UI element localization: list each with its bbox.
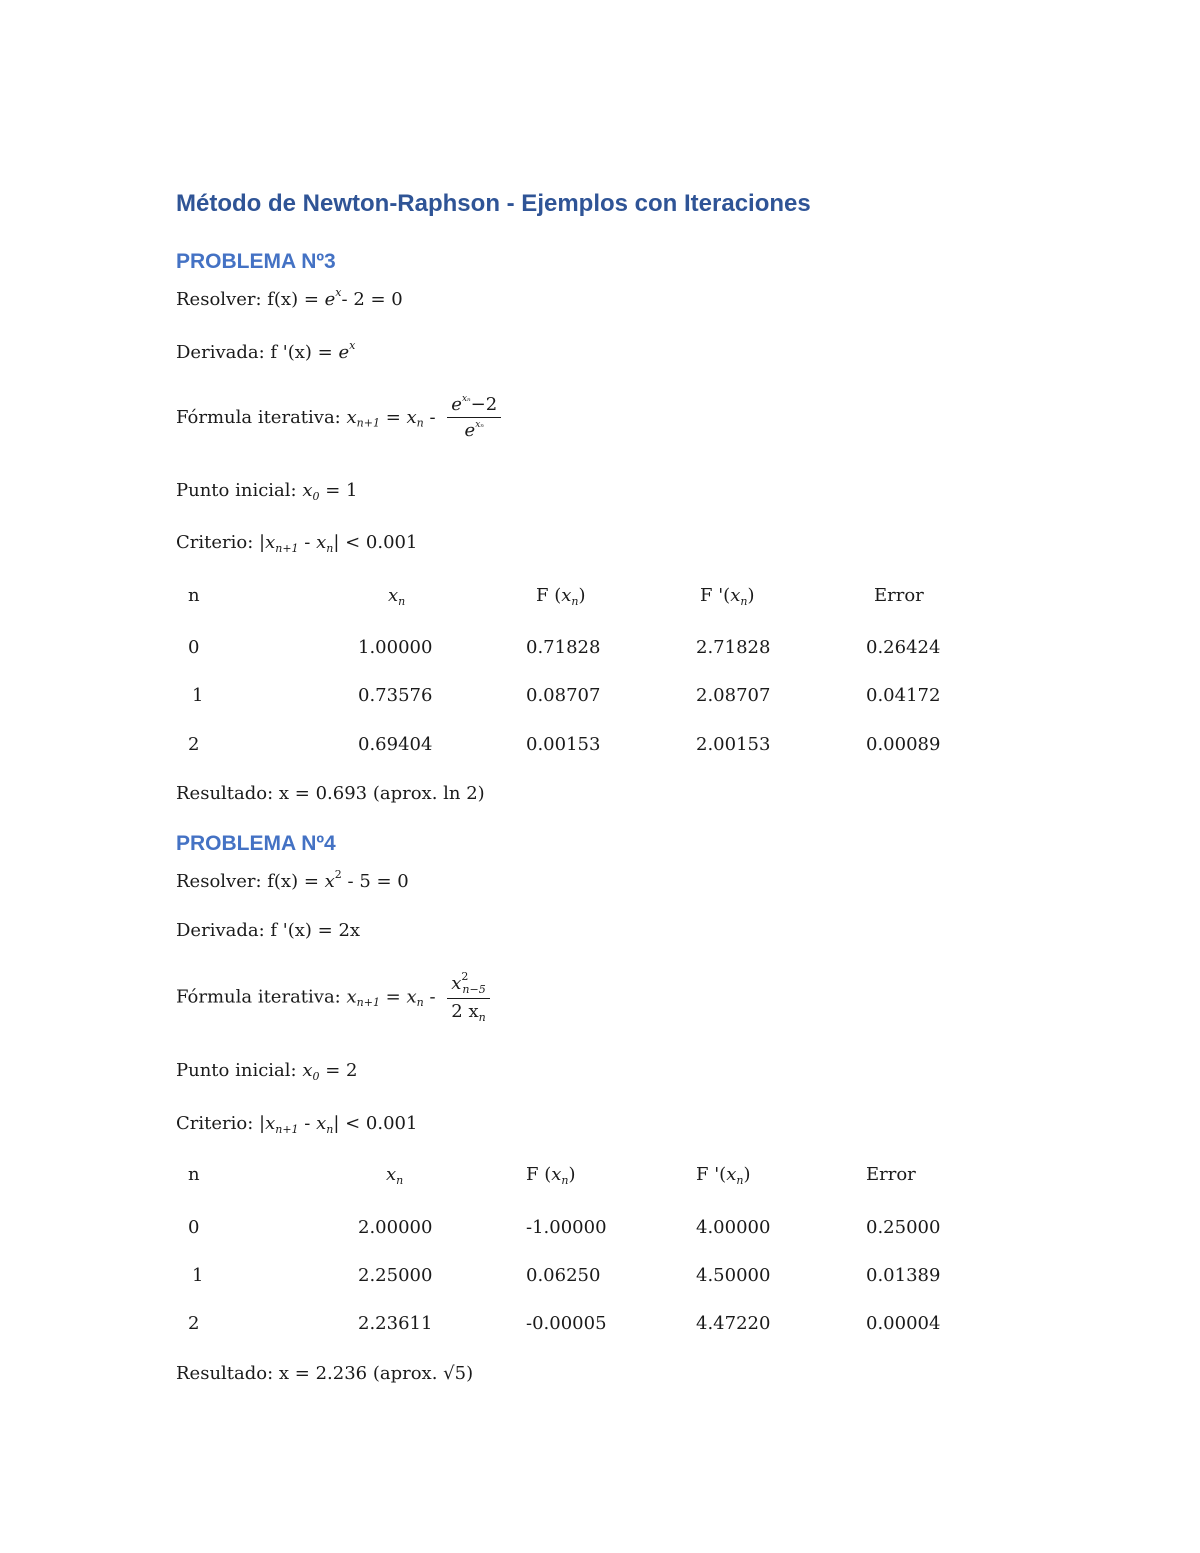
problem-3-formula: Fórmula iterativa: $x_{n+1} = x_n$ - $\frac{e^{x_n}-2}{e^{x_n}}$ [176, 394, 501, 441]
problem-4-derivada: Derivada: f '(x) = 2x [176, 920, 361, 941]
problem-3-criterio: Criterio: $|x_{n+1} - x_n| < 0.001$ [176, 532, 418, 555]
header-f: F $(x_n)$ [536, 585, 586, 608]
table-row: 0 1.00000 0.71828 2.71828 0.26424 [188, 637, 941, 658]
header-error: Error [866, 1164, 916, 1185]
table-row: 1 2.25000 0.06250 4.50000 0.01389 [192, 1265, 941, 1286]
table-row: 1 0.73576 0.08707 2.08707 0.04172 [192, 685, 941, 706]
problem-3-resultado: Resultado: x = 0.693 (aprox. ln 2) [176, 783, 485, 804]
table-row: 2 2.23611 -0.00005 4.47220 0.00004 [188, 1313, 941, 1334]
problem-4-criterio: Criterio: $|x_{n+1} - x_n| < 0.001$ [176, 1113, 418, 1136]
problem-3-resolver: Resolver: $f(x) = e^x-$ 2 = 0 [176, 286, 403, 310]
problem-3-formula-fraction: $\frac{e^{x_n}-2}{e^{x_n}}$ [447, 394, 501, 441]
header-f: F $(x_n)$ [526, 1164, 576, 1187]
table-row: 2 0.69404 0.00153 2.00153 0.00089 [188, 734, 941, 755]
header-n: n [188, 1164, 200, 1185]
problem-4-punto-inicial: Punto inicial: $x_0 = 2$ [176, 1060, 358, 1083]
problem-4-resolver: Resolver: $f(x) = x^2 - 5 = 0$ [176, 868, 409, 892]
problem-4-formula-fraction: $\frac{x^2_{n-5}}{2 x_n}$ [447, 970, 489, 1024]
header-fprime: F '$(x_n)$ [696, 1164, 751, 1187]
problem-4-resultado: Resultado: x = 2.236 (aprox. √5) [176, 1363, 474, 1384]
header-error: Error [874, 585, 924, 606]
header-n: n [188, 585, 200, 606]
table-header-row [176, 1164, 996, 1194]
header-fprime: F '$(x_n)$ [700, 585, 755, 608]
problem-3-punto-inicial: Punto inicial: $x_0 = 1$ [176, 480, 358, 503]
table-header-row [176, 585, 996, 615]
table-row: 0 2.00000 -1.00000 4.00000 0.25000 [188, 1217, 941, 1238]
problem-3-heading: PROBLEMA Nº3 [176, 250, 336, 273]
problem-4-formula: Fórmula iterativa: $x_{n+1} = x_n$ - $\frac{x^2_{n-5}}{2 x_n}$ [176, 970, 490, 1024]
document-title: Método de Newton-Raphson - Ejemplos con Iteraciones [176, 190, 811, 217]
header-xn: $x_n$ [388, 585, 406, 608]
header-xn: $x_n$ [386, 1164, 404, 1187]
problem-4-heading: PROBLEMA Nº4 [176, 832, 336, 855]
problem-3-derivada: Derivada: f '$(x) = e^x$ [176, 339, 356, 363]
